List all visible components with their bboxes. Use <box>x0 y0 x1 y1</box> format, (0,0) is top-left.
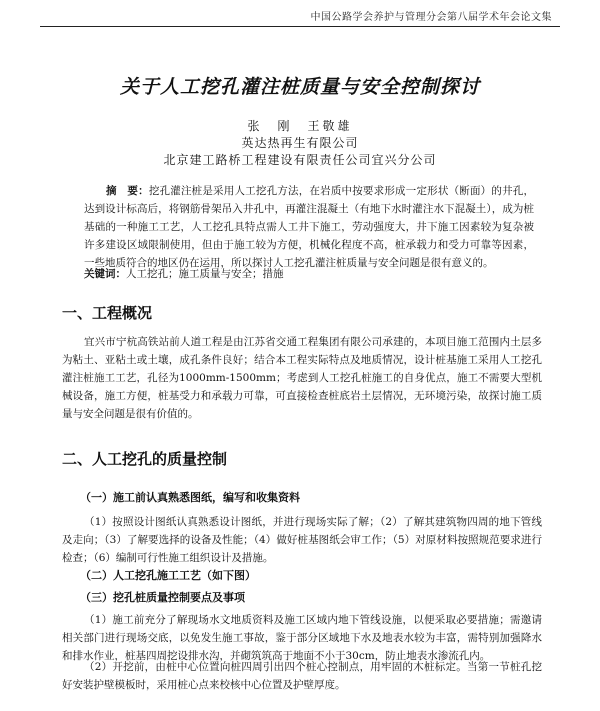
section-1-heading: 一、工程概况 <box>62 304 153 322</box>
abstract-label: 摘 要： <box>106 185 149 197</box>
running-header: 中国公路学会养护与管理分会第八届学术年会论文集 <box>310 12 552 23</box>
subsection-2-heading: （二）人工挖孔施工工艺（如下图） <box>80 569 256 582</box>
section-2-heading: 二、人工挖孔的质量控制 <box>62 450 228 468</box>
subsection-1-paragraph: （1）按照设计图纸认真熟悉设计图纸，并进行现场实际了解；（2）了解其建筑物四周的地下管线及走向；（3）了解要选择的设备及性能；（4）做好桩基图纸会审工作；（5）对原材料按照规范要求进行检查；（6）编制可行性施工组织设计及措施。 <box>62 516 542 564</box>
header-rule <box>40 26 560 27</box>
subsection-3-paragraph-2: （2）开挖前，由桩中心位置向桩四周引出四个桩心控制点，用牢固的木桩标定。当第一节桩孔挖好安装护壁模板时，采用桩心点来校核中心位置及护壁厚度。 <box>62 661 542 691</box>
subsection-3-paragraph-1: （1）施工前充分了解现场水文地质资料及施工区域内地下管线设施，以便采取必要措施；需邀请相关部门进行现场交底，以免发生施工事故，鉴于部分区域地下水及地表水较为丰富，需特别加强降水和排水作业，桩基四周挖设排水沟，并砌筑筑高于地面不小于30cm，防止地表水渗流孔内。 <box>62 614 542 662</box>
abstract-text: 挖孔灌注桩是采用人工挖孔方法，在岩质中按要求形成一定形状（断面）的井孔，达到设计标高后，将钢筋骨架吊入井孔中，再灌注混凝土（有地下水时灌注水下混凝土），成为桩基础的一种施工工艺，人工挖孔具特点需人工井下施工，劳动强度大，井下施工因素较为复杂被许多建设区域限制使用，但由于施工较为方便，机械化程度不高，桩承载力和受力可靠等因素，一些地质符合的地区仍在运用，所以探讨人工挖孔灌注桩质量与安全问题是很有意义的。 <box>84 185 535 269</box>
keywords-text: 人工挖孔；施工质量与安全；措施 <box>126 268 284 280</box>
subsection-1-heading: （一）施工前认真熟悉图纸，编写和收集资料 <box>80 491 300 504</box>
keywords-label: 关键词： <box>84 268 126 280</box>
abstract <box>84 182 534 272</box>
keywords <box>84 266 534 281</box>
affiliation-2: 北京建工路桥工程建设有限责任公司宜兴分公司 <box>163 153 437 167</box>
section-1-paragraph: 宜兴市宁杭高铁站前人道工程是由江苏省交通工程集团有限公司承建的，本项目施工范围内土层多为粘土、亚粘土或土壤，成孔条件良好；结合本工程实际特点及地质情况，设计桩基施工采用人工挖孔灌注桩施工工艺，孔径为1000mm-1500mm；考虑到人工挖孔桩施工的自身优点，施工不需要大型机械设备，施工方便，桩基受力和承载力可靠，可直接检查桩底岩土层情况，无环境污染，故探讨施工质量与安全问题是很有价值的。 <box>62 336 542 420</box>
subsection-3-heading: （三）挖孔桩质量控制要点及事项 <box>80 591 245 604</box>
affiliation-1: 英达热再生有限公司 <box>241 136 359 150</box>
authors: 张 刚 王敬雄 <box>247 119 353 133</box>
paper-title: 关于人工挖孔灌注桩质量与安全控制探讨 <box>119 76 480 98</box>
